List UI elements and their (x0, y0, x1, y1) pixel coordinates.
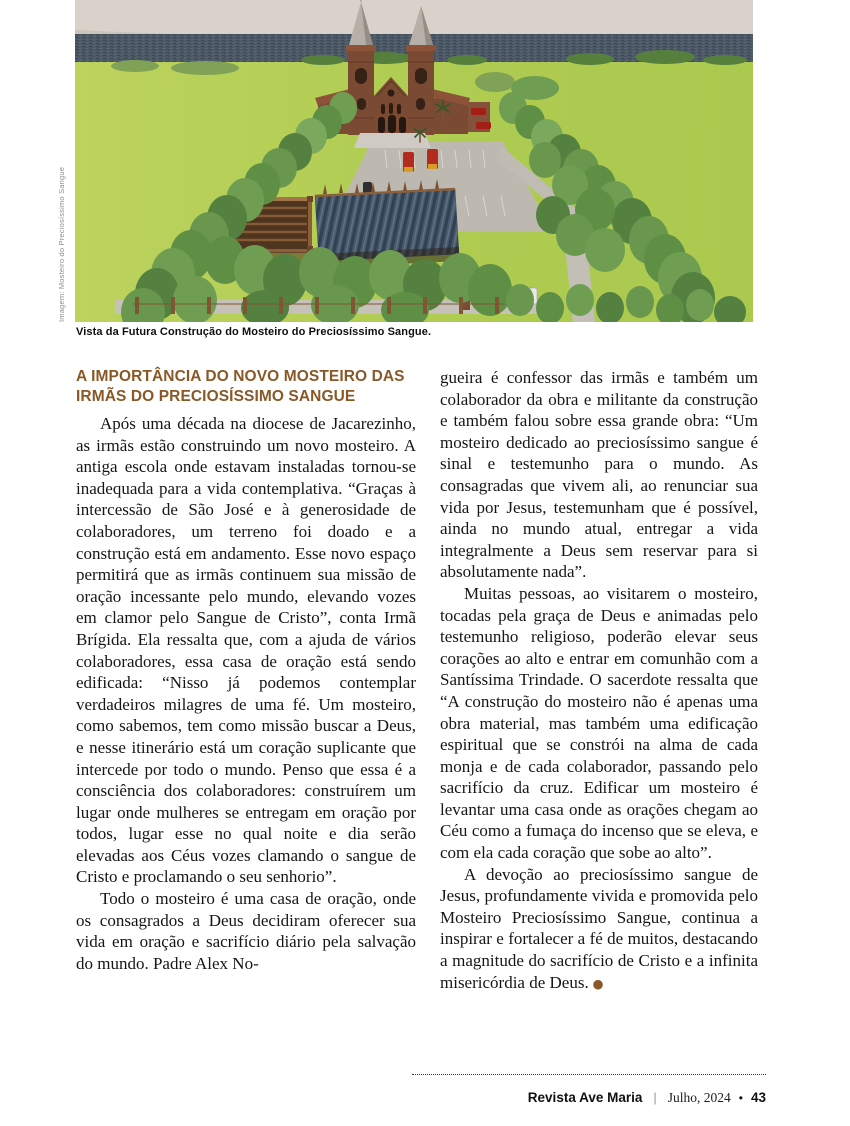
article-paragraph: gueira é confessor das irmãs e também um colaborador da obra e militante da construção e também falou sobre essa grande obra: “Um mosteiro dedicado ao preciosíssimo sangue é sinal e testemunho para o mundo. As consagradas que vivem ali, ao renunciar sua vida por Jesus, testemunham que é possível, ainda no mundo atual, entregar a vida integralmente a Deus sem reservar para si absolutamente nada”. (440, 368, 758, 582)
footer (412, 1089, 766, 1107)
footer-separator: | (653, 1090, 657, 1105)
article-column-left (76, 367, 416, 994)
article-paragraph: Muitas pessoas, ao visitarem o mosteiro, tocadas pela graça de Deus e animadas pelo testemunho religioso, poderão elevar seus corações ao alto e entrar em comunhão com a Santíssima Trindade. O sacerdote ressalta que “A construção do mosteiro não é apenas uma obra material, mas também uma edificação espiritual que se constrói na alma de cada monja e de cada colaborador, passando pelo sacrifício da cruz. Edificar um mosteiro é levantar uma casa onde as orações chegam ao Céu como a fumaça do incenso que se eleva, e com ela cada coração que sobe ao alto”. (440, 583, 758, 863)
hero-image (75, 0, 753, 322)
monastery-render (75, 0, 753, 322)
image-credit: Imagem: Mosteiro do Preciosíssimo Sangue (57, 166, 66, 322)
article-paragraph: A devoção ao preciosíssimo sangue de Jesus, profundamente vivida e promovida pelo Mosteiro Preciosíssimo Sangue, continua a inspirar e fortalecer a fé de muitos, destacando a magnitude do sacrifício de Cristo e a infinita misericórdia de Deus. ● (440, 864, 758, 992)
article-columns (76, 367, 758, 994)
magazine-name: Revista Ave Maria (527, 1090, 643, 1105)
red-truck (403, 152, 414, 172)
end-of-article-bullet: ● (588, 975, 604, 991)
page-number: 43 (750, 1090, 766, 1105)
article-right-paragraphs (440, 367, 758, 994)
article-paragraph: Todo o mosteiro é uma casa de oração, onde os consagrados a Deus decidiram oferecer sua vida em oração e sacrifício diário pela salvação do mundo. Padre Alex No- (76, 889, 416, 973)
article-heading: A IMPORTÂNCIA DO NOVO MOSTEIRO DAS IRMÃS DO PRECIOSÍSSIMO SANGUE (76, 368, 405, 405)
article-paragraph: Após uma década na diocese de Jacarezinho, as irmãs estão construindo um novo mosteiro. A antiga escola onde estavam instaladas tornou-se inadequada para a vida contemplativa. “Graças à intercessão de São José e à generosidade de colaboradores, um terreno foi doado e a construção está em andamento. Esse novo espaço permitirá que as irmãs continuem sua missão de oração incessante pelo mundo, elevando vozes em clamor pelo Sangue de Cristo”, conta Irmã Brígida. Ela ressalta que, com a ajuda de vários colaboradores, essa casa de oração está sendo edificada: “Nisso já podemos contemplar verdadeiros milagres de uma fé. Um mosteiro, como sabemos, tem como missão buscar a Deus, e nesse itinerário está um coração suplicante que intercede por todo o mundo. Penso que essa é a consciência dos colaboradores: construírem um lugar onde mulheres se entregam em oração por todos, lugar esse no qual noite e dia serão elevadas aos Céus vozes clamando o sangue de Cristo e proclamando o seu senhorio”. (76, 414, 416, 887)
footer-bullet: • (738, 1091, 743, 1105)
red-car (471, 108, 486, 115)
red-car (476, 122, 491, 129)
footer-divider (412, 1074, 766, 1075)
image-caption: Vista da Futura Construção do Mosteiro do Preciosíssimo Sangue. (76, 326, 432, 338)
entrance-doors (378, 115, 406, 133)
issue-date: Julho, 2024 (667, 1090, 731, 1105)
article-column-right (440, 367, 758, 994)
rose-window (388, 90, 395, 97)
red-truck (427, 149, 438, 169)
article-left-paragraphs (76, 413, 416, 974)
left-tower (348, 50, 374, 135)
nave-windows (381, 103, 401, 114)
right-tower (408, 50, 434, 135)
